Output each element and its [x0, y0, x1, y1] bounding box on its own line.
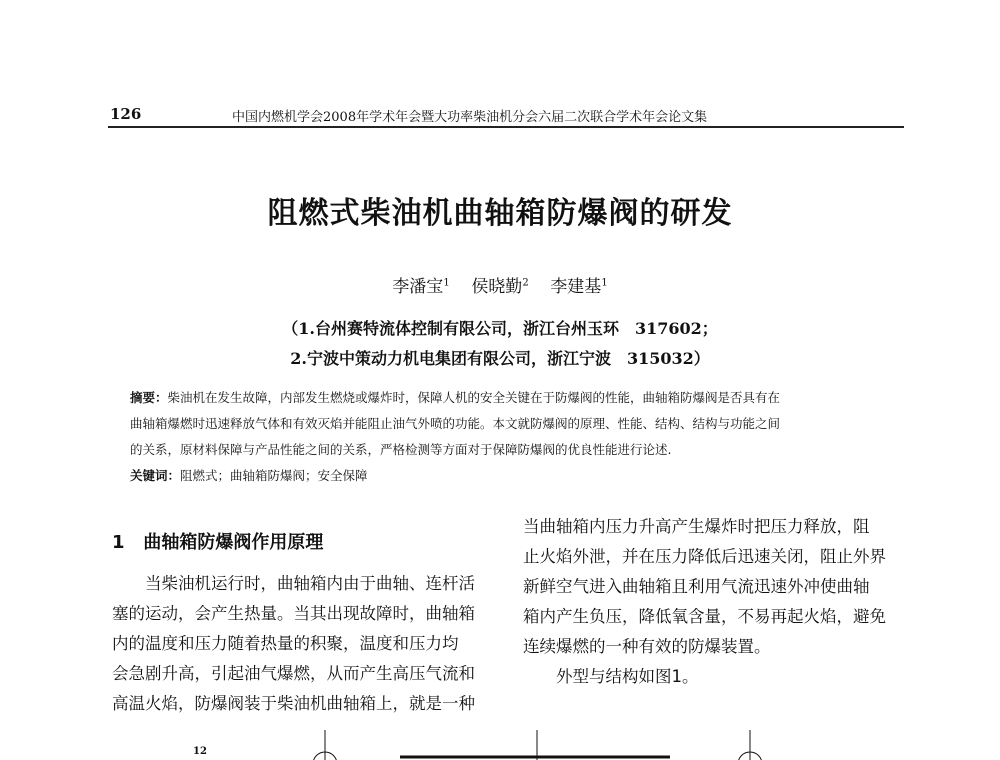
author-affiliation-mark: 1 [601, 277, 608, 289]
page-number: 126 [110, 105, 142, 123]
body-line: 内的温度和压力随着热量的积聚，温度和压力均 [112, 634, 459, 653]
body-line: 当柴油机运行时，曲轴箱内由于曲轴、连杆活 [112, 574, 475, 593]
header-rule [108, 126, 904, 128]
body-line: 高温火焰，防爆阀装于柴油机曲轴箱上，就是一种 [112, 694, 475, 713]
keywords-label: 关键词： [130, 468, 181, 483]
body-line: 箱内产生负压，降低氧含量，不易再起火焰，避免 [523, 607, 886, 626]
affiliation: 2.宁波中策动力机电集团有限公司，浙江宁波 315032） [290, 349, 710, 368]
figure-drawing [150, 730, 910, 760]
running-header: 中国内燃机学会2008年学术年会暨大功率柴油机分会六届二次联合学术年会论文集 [232, 110, 708, 125]
affiliation: （1.台州赛特流体控制有限公司，浙江台州玉环 317602； [282, 319, 718, 338]
author: 李潘宝 [392, 277, 444, 297]
abstract-text: 柴油机在发生故障，内部发生燃烧或爆炸时，保障人机的安全关键在于防爆阀的性能，曲轴箱防爆阀是否具有在 [167, 390, 781, 405]
body-line: 当曲轴箱内压力升高产生爆炸时把压力释放，阻 [523, 517, 870, 536]
abstract-line [130, 388, 780, 406]
author: 侯晓勤 [471, 277, 523, 297]
author-list [0, 272, 1000, 297]
author-affiliation-mark: 2 [522, 277, 529, 289]
body-line: 外型与结构如图1。 [523, 667, 699, 686]
abstract-line: 曲轴箱爆燃时迅速释放气体和有效灭焰并能阻止油气外喷的功能。本文就防爆阀的原理、性能、结构、结构与功能之间 [130, 416, 781, 431]
section-title: 曲轴箱防爆阀作用原理 [143, 532, 324, 553]
section-heading [112, 528, 323, 554]
keywords-text: 阻燃式；曲轴箱防爆阀；安全保障 [180, 468, 368, 483]
keywords [130, 466, 368, 484]
body-line: 塞的运动，会产生热量。当其出现故障时，曲轴箱 [112, 604, 475, 623]
body-line: 会急剧升高，引起油气爆燃，从而产生高压气流和 [112, 664, 475, 683]
figure-callout-label: 12 [193, 746, 207, 757]
body-line: 止火焰外泄，并在压力降低后迅速关闭，阻止外界 [523, 547, 886, 566]
author-affiliation-mark: 1 [443, 277, 450, 289]
body-line: 新鲜空气进入曲轴箱且利用气流迅速外冲使曲轴 [523, 577, 870, 596]
author: 李建基 [550, 277, 602, 297]
abstract-line: 的关系，原材料保障与产品性能之间的关系，严格检测等方面对于保障防爆阀的优良性能进行论述. [130, 442, 672, 457]
paper-title: 阻燃式柴油机曲轴箱防爆阀的研发 [267, 196, 733, 231]
abstract-label: 摘要： [130, 390, 168, 405]
section-number: 1 [112, 532, 125, 553]
body-line: 连续爆燃的一种有效的防爆装置。 [523, 637, 771, 656]
